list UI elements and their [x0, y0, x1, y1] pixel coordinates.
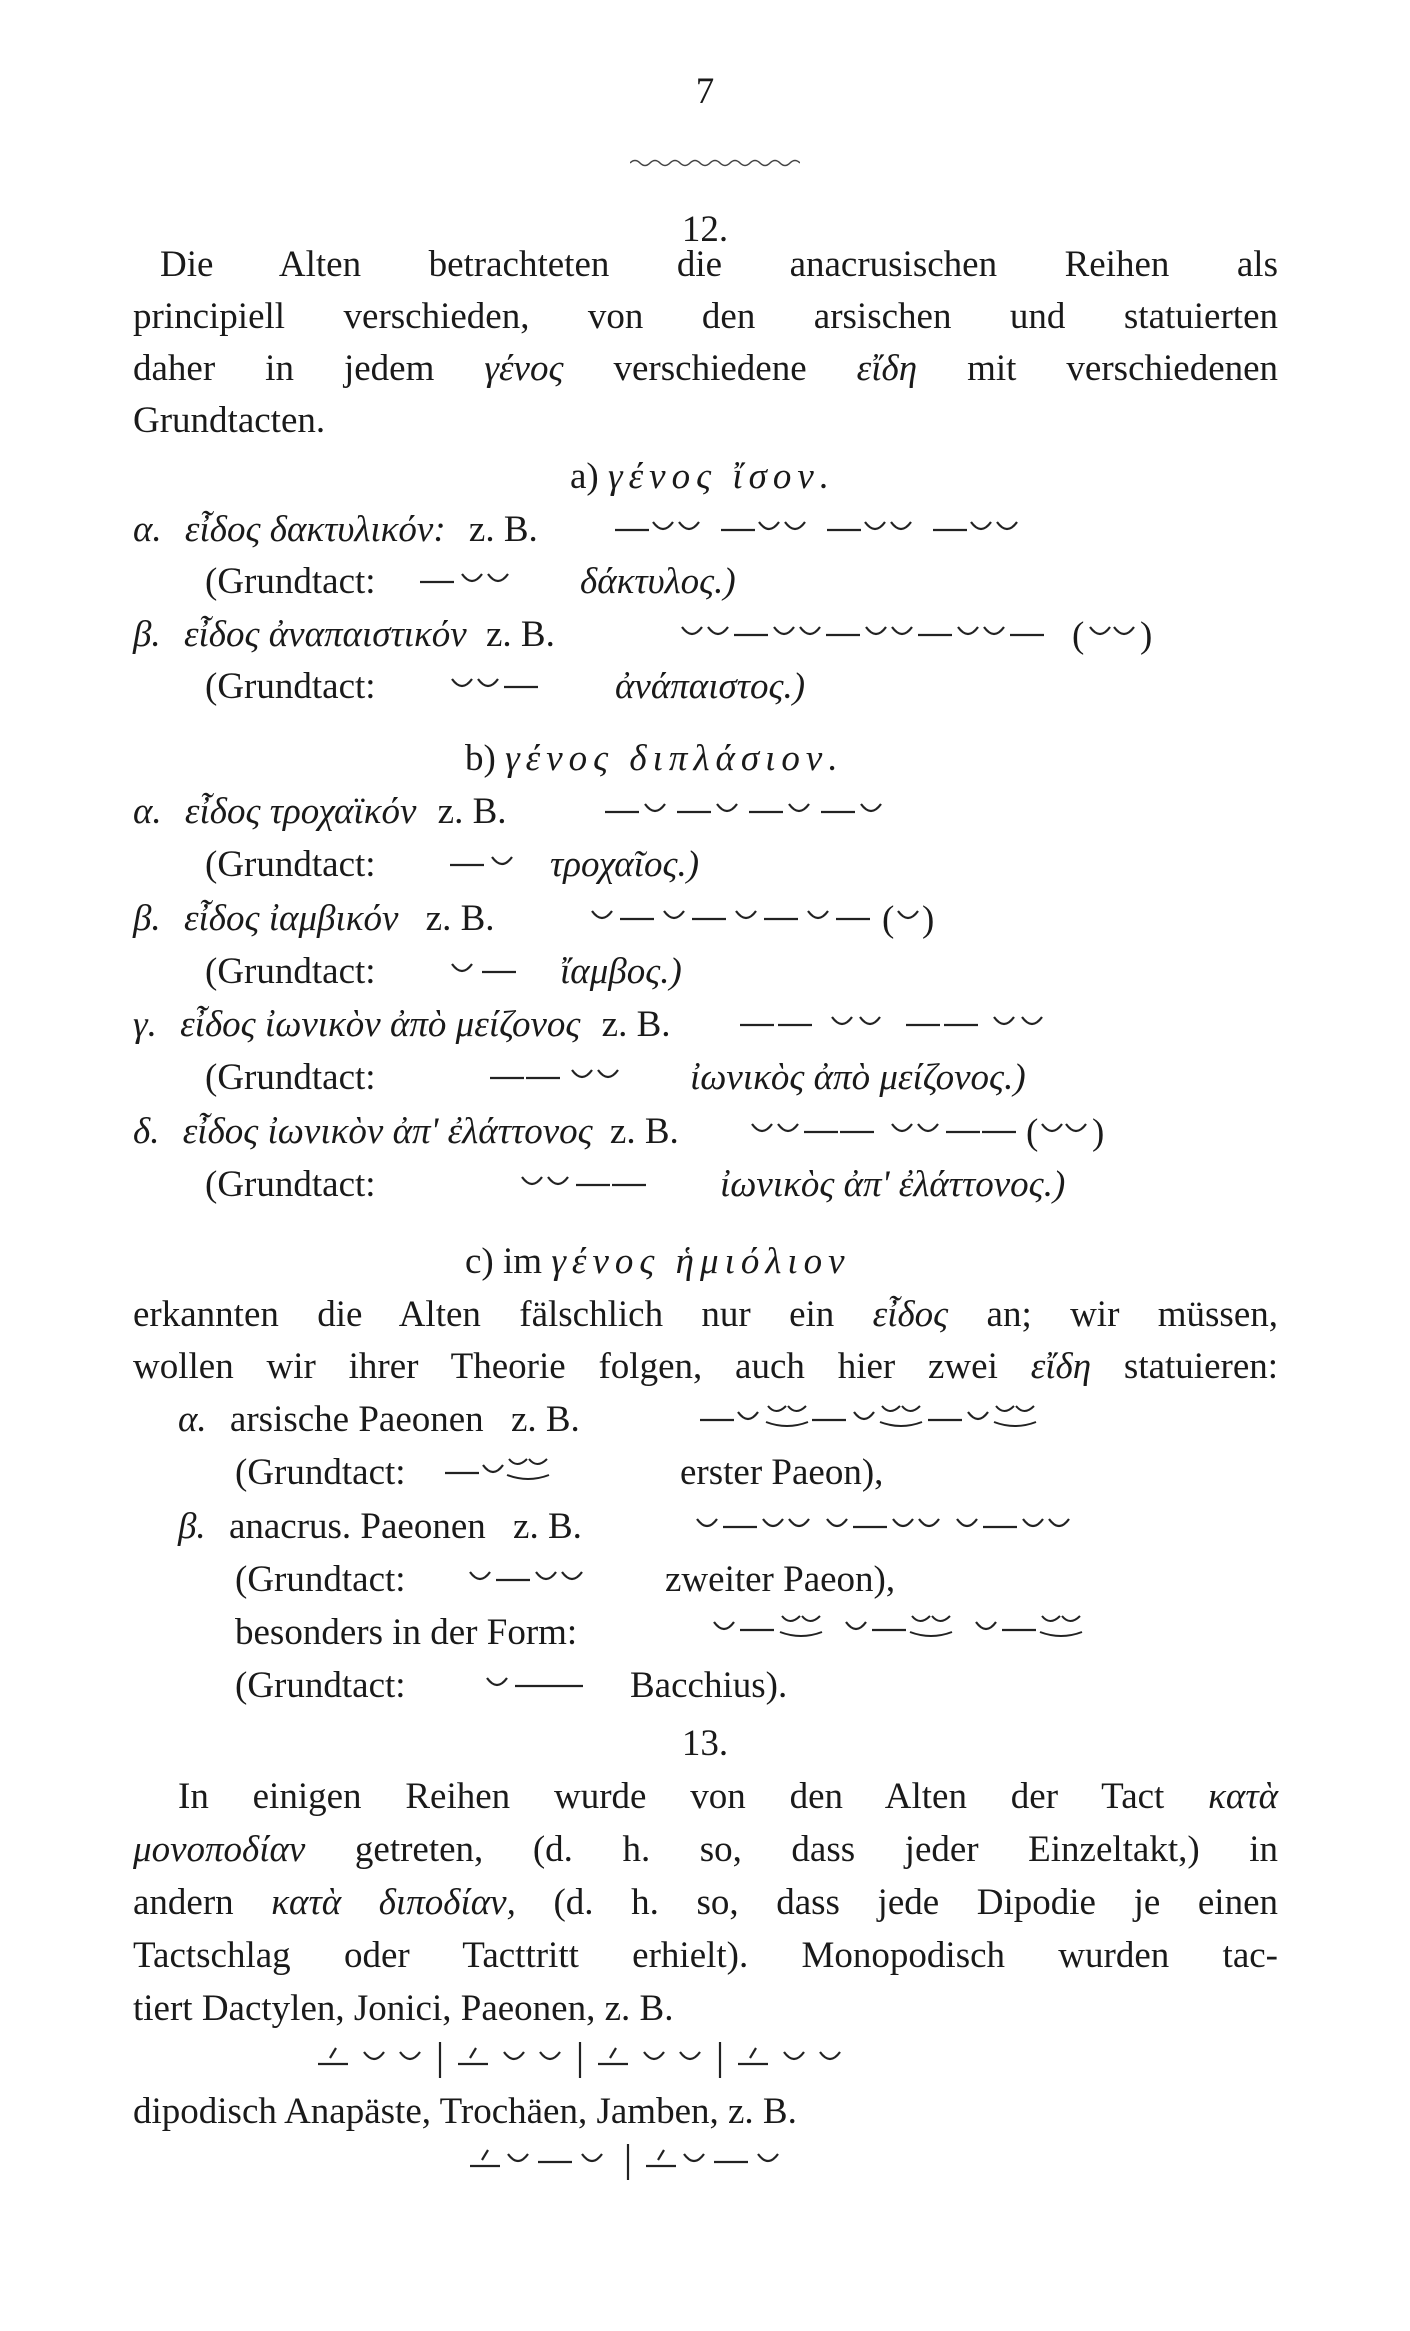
- meter-notation: [450, 952, 550, 992]
- item-line: erster Paeon),: [680, 1452, 884, 1493]
- text-run: z. B.: [601, 1004, 671, 1045]
- svg-text:(: (: [1072, 615, 1085, 655]
- greek-term: δάκτυλος.): [580, 561, 736, 602]
- text-run: z. B.: [425, 898, 495, 939]
- greek-term: εἶδος: [872, 1294, 949, 1335]
- item-line: [178, 1505, 582, 1549]
- meter-notation: [470, 2142, 970, 2186]
- paragraph-line: Die Alten betrachteten die anacrusischen Reihen als: [160, 244, 1278, 285]
- page-number: 7: [695, 71, 715, 112]
- greek-term: εἶδος τροχαϊκόν: [184, 791, 417, 832]
- greek-term: γένος διπλάσιον.: [505, 738, 844, 779]
- item-line: (Grundtact:: [205, 1164, 376, 1205]
- text-run: z. B.: [510, 1399, 580, 1440]
- item-line: (Grundtact:: [205, 844, 376, 885]
- meter-notation: [590, 899, 1090, 939]
- meter-notation: [490, 1058, 670, 1098]
- svg-text:(: (: [1026, 1112, 1039, 1152]
- meter-notation: [445, 1453, 595, 1493]
- text-run: statuieren:: [1123, 1346, 1279, 1387]
- greek-term: εἶδος ἀναπαιστικόν: [183, 614, 467, 655]
- item-label: α.: [133, 509, 162, 550]
- meter-notation: [485, 1666, 615, 1706]
- item-label: α.: [178, 1399, 207, 1440]
- greek-term: ἀνάπαιστος.): [615, 666, 806, 707]
- text-run: z. B.: [437, 791, 507, 832]
- item-line: [133, 1003, 671, 1047]
- meter-notation: [318, 2040, 1118, 2084]
- greek-term: ἴαμβος.): [560, 951, 682, 992]
- text-run: arsische Paeonen: [229, 1399, 484, 1440]
- item-label: α.: [133, 791, 162, 832]
- greek-term: εἶδος ἰαμβικόν: [183, 898, 399, 939]
- text-run: getreten, (d. h. so, dass jeder Einzeltakt,) in: [354, 1829, 1279, 1870]
- item-line: besonders in der Form:: [235, 1612, 578, 1653]
- item-line: (Grundtact:: [205, 561, 376, 602]
- text-run: daher in jedem: [133, 348, 435, 389]
- paragraph-line: [133, 1293, 1278, 1337]
- ornament-wavy-rule: [630, 158, 800, 168]
- meter-notation: [468, 1560, 648, 1600]
- text-run: an; wir müssen,: [986, 1294, 1278, 1335]
- item-line: zweiter Paeon),: [665, 1559, 896, 1600]
- meter-notation: [680, 615, 1280, 655]
- meter-notation: [740, 1005, 1280, 1045]
- meter-notation: [420, 562, 560, 602]
- greek-term: τροχαῖος.): [550, 844, 700, 885]
- item-line: [133, 1110, 679, 1154]
- item-label: β.: [133, 898, 161, 939]
- subheading-label: a): [570, 456, 599, 497]
- item-line: [133, 790, 507, 834]
- item-line: (Grundtact:: [235, 1665, 406, 1706]
- item-label: γ.: [133, 1004, 157, 1045]
- subheading-label: c) im: [465, 1241, 543, 1282]
- paragraph-line: tiert Dactylen, Jonici, Paeonen, z. B.: [133, 1988, 674, 2029]
- greek-term: εἶδος ἰωνικὸν ἀπ' ἐλάττονος: [182, 1111, 593, 1152]
- svg-text:): ): [1092, 1112, 1105, 1152]
- paragraph-line: [178, 1775, 1278, 1819]
- meter-notation: [750, 1112, 1280, 1152]
- text-run: z. B.: [468, 509, 538, 550]
- greek-term: εἴδη: [1030, 1346, 1092, 1387]
- meter-notation: [520, 1165, 700, 1205]
- greek-term: εἶδος ἰωνικὸν ἀπὸ μείζονος: [180, 1004, 581, 1045]
- text-run: wollen wir ihrer Theorie folgen, auch hier zwei: [133, 1346, 998, 1387]
- item-line: [133, 613, 555, 657]
- greek-term: κατὰ: [1208, 1776, 1279, 1817]
- text-run: anacrus. Paeonen: [228, 1506, 486, 1547]
- paragraph-line: [133, 1881, 1278, 1925]
- greek-term: γένος ἡμιόλιον: [551, 1241, 851, 1282]
- item-label: δ.: [133, 1111, 160, 1152]
- paragraph-line: [133, 347, 1278, 391]
- text-run: mit verschiedenen: [967, 348, 1279, 389]
- item-line: (Grundtact:: [205, 666, 376, 707]
- item-line: (Grundtact:: [205, 1057, 376, 1098]
- subheading-b: [465, 737, 844, 781]
- item-line: (Grundtact:: [235, 1452, 406, 1493]
- section-number-13: 13.: [681, 1723, 729, 1764]
- greek-term: εἶδος δακτυλικόν:: [184, 509, 446, 550]
- text-run: z. B.: [485, 614, 555, 655]
- meter-notation: [700, 1400, 1280, 1440]
- meter-notation: [615, 510, 1235, 550]
- paragraph-line: Grundtacten.: [133, 400, 326, 441]
- item-line: (Grundtact:: [205, 951, 376, 992]
- item-label: β.: [178, 1506, 206, 1547]
- item-line: [133, 508, 538, 552]
- item-label: β.: [133, 614, 161, 655]
- greek-term: εἴδη: [856, 348, 918, 389]
- greek-term: ἰωνικὸς ἀπ' ἐλάττονος.): [720, 1164, 1066, 1205]
- greek-term: μονοποδίαν: [133, 1829, 306, 1870]
- paragraph-line: Tactschlag oder Tacttritt erhielt). Monopodisch wurden tac-: [133, 1935, 1278, 1976]
- item-line: [178, 1398, 580, 1442]
- paragraph-line: dipodisch Anapäste, Trochäen, Jamben, z. B.: [133, 2091, 797, 2132]
- section-number-12: 12.: [681, 209, 729, 250]
- text-run: (d. h. so, dass jede Dipodie je einen: [553, 1882, 1279, 1923]
- text-run: verschiedene: [613, 348, 807, 389]
- svg-text:): ): [922, 899, 935, 939]
- paragraph-line: [133, 1345, 1278, 1389]
- subheading-c: [465, 1240, 851, 1284]
- meter-notation: [712, 1610, 1280, 1650]
- meter-notation: [450, 667, 590, 707]
- greek-term: γένος: [484, 348, 564, 389]
- subheading-label: b): [465, 738, 496, 779]
- meter-notation: [695, 1507, 1280, 1547]
- text-run: erkannten die Alten fälschlich nur ein: [133, 1294, 835, 1335]
- paragraph-line: [133, 1828, 1278, 1872]
- item-line: (Grundtact:: [235, 1559, 406, 1600]
- subheading-a: [570, 455, 835, 499]
- greek-term: κατὰ διποδίαν,: [271, 1882, 516, 1923]
- text-run: z. B.: [609, 1111, 679, 1152]
- item-line: [133, 897, 495, 941]
- svg-text:(: (: [882, 899, 895, 939]
- item-line: Bacchius).: [630, 1665, 788, 1706]
- text-run: andern: [133, 1882, 234, 1923]
- svg-text:): ): [1140, 615, 1153, 655]
- text-run: z. B.: [513, 1506, 582, 1547]
- meter-notation: [450, 845, 550, 885]
- greek-term: ἰωνικὸς ἀπὸ μείζονος.): [690, 1057, 1026, 1098]
- greek-term: γένος ἴσον.: [608, 456, 836, 497]
- meter-notation: [605, 792, 1085, 832]
- text-run: In einigen Reihen wurde von den Alten der Tact: [178, 1776, 1165, 1817]
- paragraph-line: principiell verschieden, von den arsischen und statuierten: [133, 296, 1278, 337]
